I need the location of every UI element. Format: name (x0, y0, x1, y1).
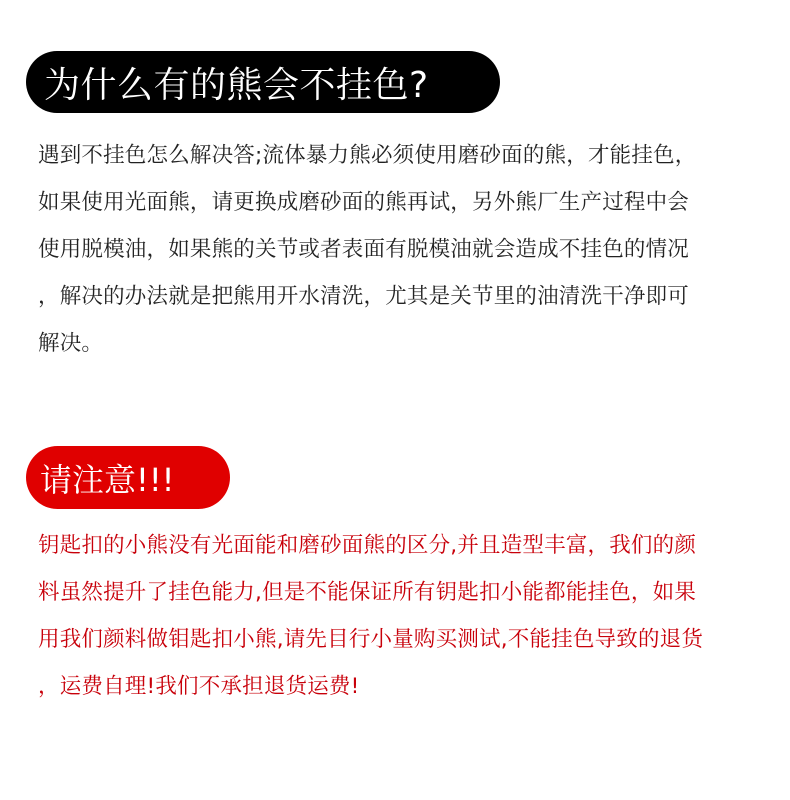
faq-answer-line: 如果使用光面熊，请更换成磨砂面的熊再试，另外熊厂生产过程中会 (38, 190, 690, 215)
notice-line: 钥匙扣的小熊没有光面能和磨砂面熊的区分,并且造型丰富，我们的颜 (38, 533, 697, 558)
faq-title: 为什么有的熊会不挂色? (44, 64, 429, 106)
notice-title: 请注意!!! (40, 460, 175, 499)
faq-answer-line: 使用脱模油，如果熊的关节或者表面有脱模油就会造成不挂色的情况 (38, 237, 690, 262)
faq-answer-line: 解决。 (38, 331, 104, 356)
faq-answer-line: ，解决的办法就是把熊用开水清洗，尤其是关节里的油清洗干净即可 (38, 284, 690, 309)
notice-paragraph (38, 522, 778, 710)
faq-answer-line: 遇到不挂色怎么解决答;流体暴力熊必须使用磨砂面的熊，才能挂色， (38, 143, 697, 168)
faq-title-banner (26, 51, 500, 113)
notice-title-banner (26, 446, 230, 509)
faq-answer-paragraph (38, 132, 778, 367)
notice-line: 料虽然提升了挂色能力,但是不能保证所有钥匙扣小能都能挂色，如果 (38, 580, 697, 605)
notice-line: 用我们颜料做钼匙扣小熊,请先目行小量购买测试,不能挂色导致的退货 (38, 627, 704, 652)
notice-line: ，运费自理!我们不承担退货运费! (38, 674, 360, 699)
